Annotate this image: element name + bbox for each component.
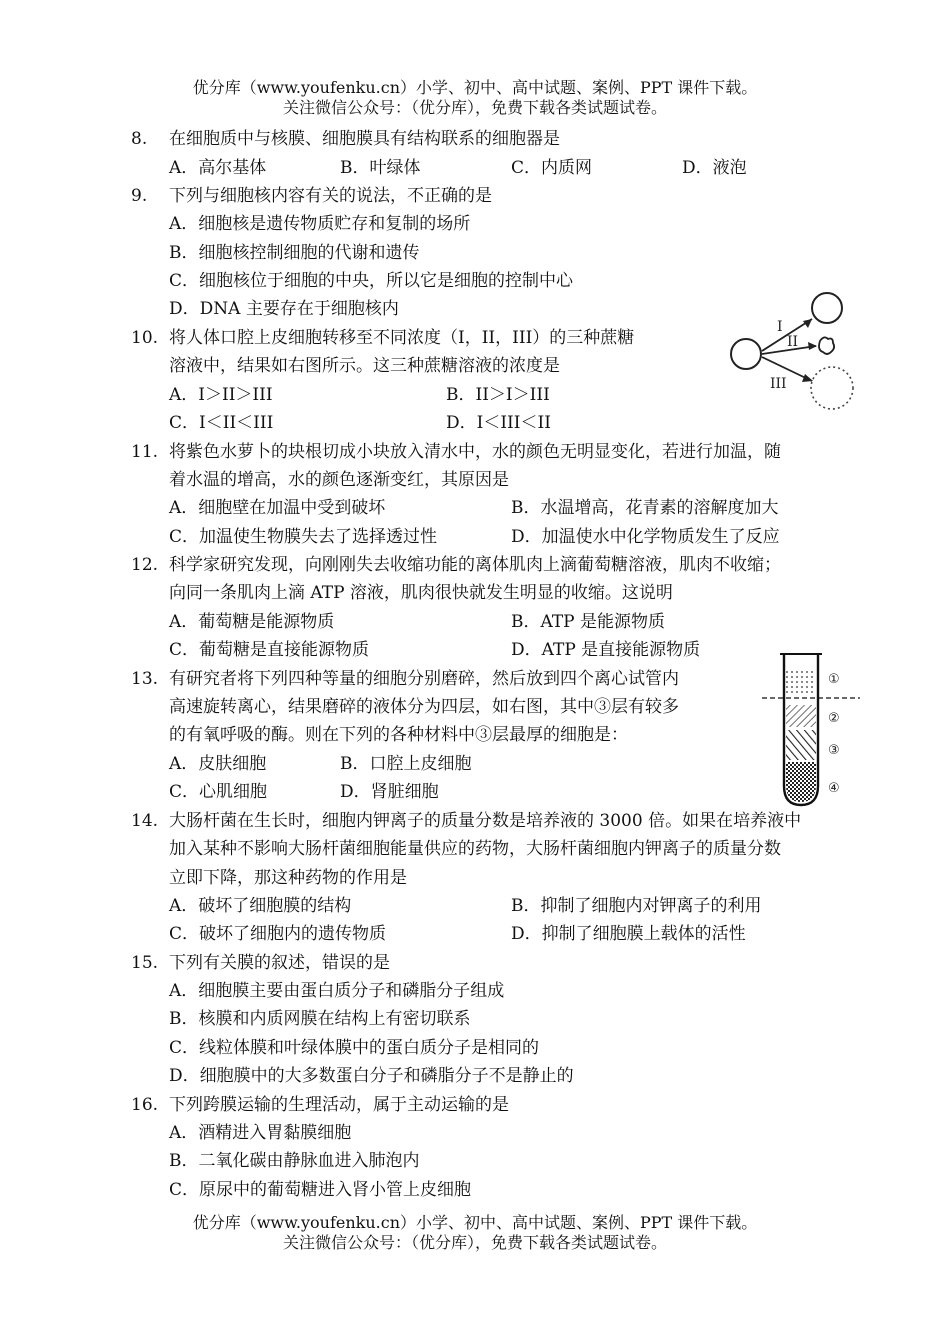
question-13-option-c: C．心肌细胞: [169, 782, 268, 802]
layer-2: [786, 705, 816, 727]
question-10-number: 10.: [131, 328, 159, 348]
question-12-option-c: C．葡萄糖是直接能源物质: [169, 640, 370, 660]
question-13-number: 13.: [131, 669, 159, 689]
cell-i: [812, 293, 842, 323]
question-10-option-b: B．II＞I＞III: [446, 385, 550, 405]
header-line-1: 优分库（www.youfenku.cn）小学、初中、高中试题、案例、PPT 课件下载。: [192, 78, 758, 97]
cell-ii-shrunk: [819, 337, 834, 354]
question-9-option-b: B．细胞核控制细胞的代谢和遗传: [169, 243, 420, 263]
question-10-option-d: D．I＜III＜II: [446, 413, 551, 433]
layer-4: [786, 762, 816, 802]
question-14-option-c: C．破坏了细胞内的遗传物质: [169, 924, 387, 944]
original-cell: [731, 339, 761, 369]
question-14-stem-line-3: 立即下降，那这种药物的作用是: [169, 868, 407, 888]
centrifuge-tube-figure: [760, 650, 870, 810]
question-11-stem-line-1: 将紫色水萝卜的块根切成小块放入清水中，水的颜色无明显变化，若进行加温，随: [169, 442, 781, 462]
question-8-option-b: B．叶绿体: [340, 158, 421, 178]
question-16-stem: 下列跨膜运输的生理活动，属于主动运输的是: [169, 1095, 509, 1115]
question-11-option-a: A．细胞壁在加温中受到破坏: [169, 498, 386, 518]
layer-label-1: ①: [828, 672, 840, 687]
question-14-option-a: A．破坏了细胞膜的结构: [169, 896, 352, 916]
question-15-option-d: D．细胞膜中的大多数蛋白分子和磷脂分子不是静止的: [169, 1066, 574, 1086]
layer-1: [786, 670, 816, 696]
question-12-stem-line-2: 向同一条肌肉上滴 ATP 溶液，肌肉很快就发生明显的收缩。这说明: [169, 583, 673, 603]
question-12-option-a: A．葡萄糖是能源物质: [169, 612, 335, 632]
question-8-option-c: C．内质网: [511, 158, 593, 178]
question-11-number: 11.: [131, 442, 159, 462]
question-10-stem-line-1: 将人体口腔上皮细胞转移至不同浓度（I，II，III）的三种蔗糖: [169, 328, 635, 348]
question-11-stem-line-2: 着水温的增高，水的颜色逐渐变红，其原因是: [169, 470, 509, 490]
question-14-option-b: B．抑制了细胞内对钾离子的利用: [511, 896, 762, 916]
question-10-option-c: C．I＜II＜III: [169, 413, 274, 433]
question-9-stem: 下列与细胞核内容有关的说法，不正确的是: [169, 186, 492, 206]
layer-label-4: ④: [828, 781, 840, 796]
question-16-option-b: B．二氧化碳由静脉血进入肺泡内: [169, 1151, 420, 1171]
question-12-stem-line-1: 科学家研究发现，向刚刚失去收缩功能的离体肌肉上滴葡萄糖溶液，肌肉不收缩；: [169, 555, 781, 575]
question-10-option-a: A．I＞II＞III: [169, 385, 273, 405]
question-15-stem: 下列有关膜的叙述，错误的是: [169, 953, 390, 973]
question-13-stem-line-1: 有研究者将下列四种等量的细胞分别磨碎，然后放到四个离心试管内: [169, 669, 679, 689]
question-14-number: 14.: [131, 811, 159, 831]
question-16-option-a: A．酒精进入胃黏膜细胞: [169, 1123, 352, 1143]
question-15-option-b: B．核膜和内质网膜在结构上有密切联系: [169, 1009, 471, 1029]
question-9-number: 9.: [131, 186, 148, 206]
question-12-option-d: D．ATP 是直接能源物质: [511, 640, 701, 660]
question-14-option-d: D．抑制了细胞膜上载体的活性: [511, 924, 746, 944]
osmosis-figure: [720, 283, 880, 423]
question-14-stem-line-1: 大肠杆菌在生长时，细胞内钾离子的质量分数是培养液的 3000 倍。如果在培养液中: [169, 811, 802, 831]
label-ii: II: [787, 334, 799, 350]
question-13-stem-line-2: 高速旋转离心，结果磨碎的液体分为四层，如右图，其中③层有较多: [169, 697, 679, 717]
question-12-option-b: B．ATP 是能源物质: [511, 612, 666, 632]
question-15-option-c: C．线粒体膜和叶绿体膜中的蛋白质分子是相同的: [169, 1038, 540, 1058]
question-11-option-c: C．加温使生物膜失去了选择透过性: [169, 527, 438, 547]
layer-label-2: ②: [828, 711, 840, 726]
question-8-option-d: D．液泡: [682, 158, 747, 178]
layer-label-3: ③: [828, 743, 840, 758]
arrowhead-ii: [808, 342, 817, 350]
question-12-number: 12.: [131, 555, 159, 575]
question-10-stem-line-2: 溶液中，结果如右图所示。这三种蔗糖溶液的浓度是: [169, 356, 560, 376]
question-9-option-d: D．DNA 主要存在于细胞核内: [169, 299, 399, 319]
question-9-option-c: C．细胞核位于细胞的中央，所以它是细胞的控制中心: [169, 271, 574, 291]
arrowhead-iii: [802, 374, 813, 382]
question-13-stem-line-3: 的有氧呼吸的酶。则在下列的各种材料中③层最厚的细胞是：: [169, 725, 628, 745]
cell-iii-burst: [811, 367, 853, 409]
question-13-option-a: A．皮肤细胞: [169, 754, 267, 774]
question-14-stem-line-2: 加入某种不影响大肠杆菌细胞能量供应的药物，大肠杆菌细胞内钾离子的质量分数: [169, 839, 781, 859]
label-iii: III: [770, 376, 787, 392]
footer-line-2: 关注微信公众号：（优分库），免费下载各类试题试卷。: [282, 1233, 667, 1252]
question-8-stem: 在细胞质中与核膜、细胞膜具有结构联系的细胞器是: [169, 129, 560, 149]
question-8-number: 8.: [131, 129, 148, 149]
question-11-option-d: D．加温使水中化学物质发生了反应: [511, 527, 780, 547]
question-11-option-b: B．水温增高，花青素的溶解度加大: [511, 498, 779, 518]
question-13-option-d: D．肾脏细胞: [340, 782, 439, 802]
layer-3: [786, 730, 816, 760]
question-15-number: 15.: [131, 953, 159, 973]
question-15-option-a: A．细胞膜主要由蛋白质分子和磷脂分子组成: [169, 981, 505, 1001]
label-i: I: [777, 319, 783, 335]
question-16-option-c: C．原尿中的葡萄糖进入肾小管上皮细胞: [169, 1180, 472, 1200]
question-9-option-a: A．细胞核是遗传物质贮存和复制的场所: [169, 214, 471, 234]
header-line-2: 关注微信公众号：（优分库），免费下载各类试题试卷。: [282, 98, 667, 117]
footer-line-1: 优分库（www.youfenku.cn）小学、初中、高中试题、案例、PPT 课件下载。: [192, 1213, 758, 1232]
question-13-option-b: B．口腔上皮细胞: [340, 754, 472, 774]
question-16-number: 16.: [131, 1095, 159, 1115]
question-8-option-a: A．高尔基体: [169, 158, 267, 178]
